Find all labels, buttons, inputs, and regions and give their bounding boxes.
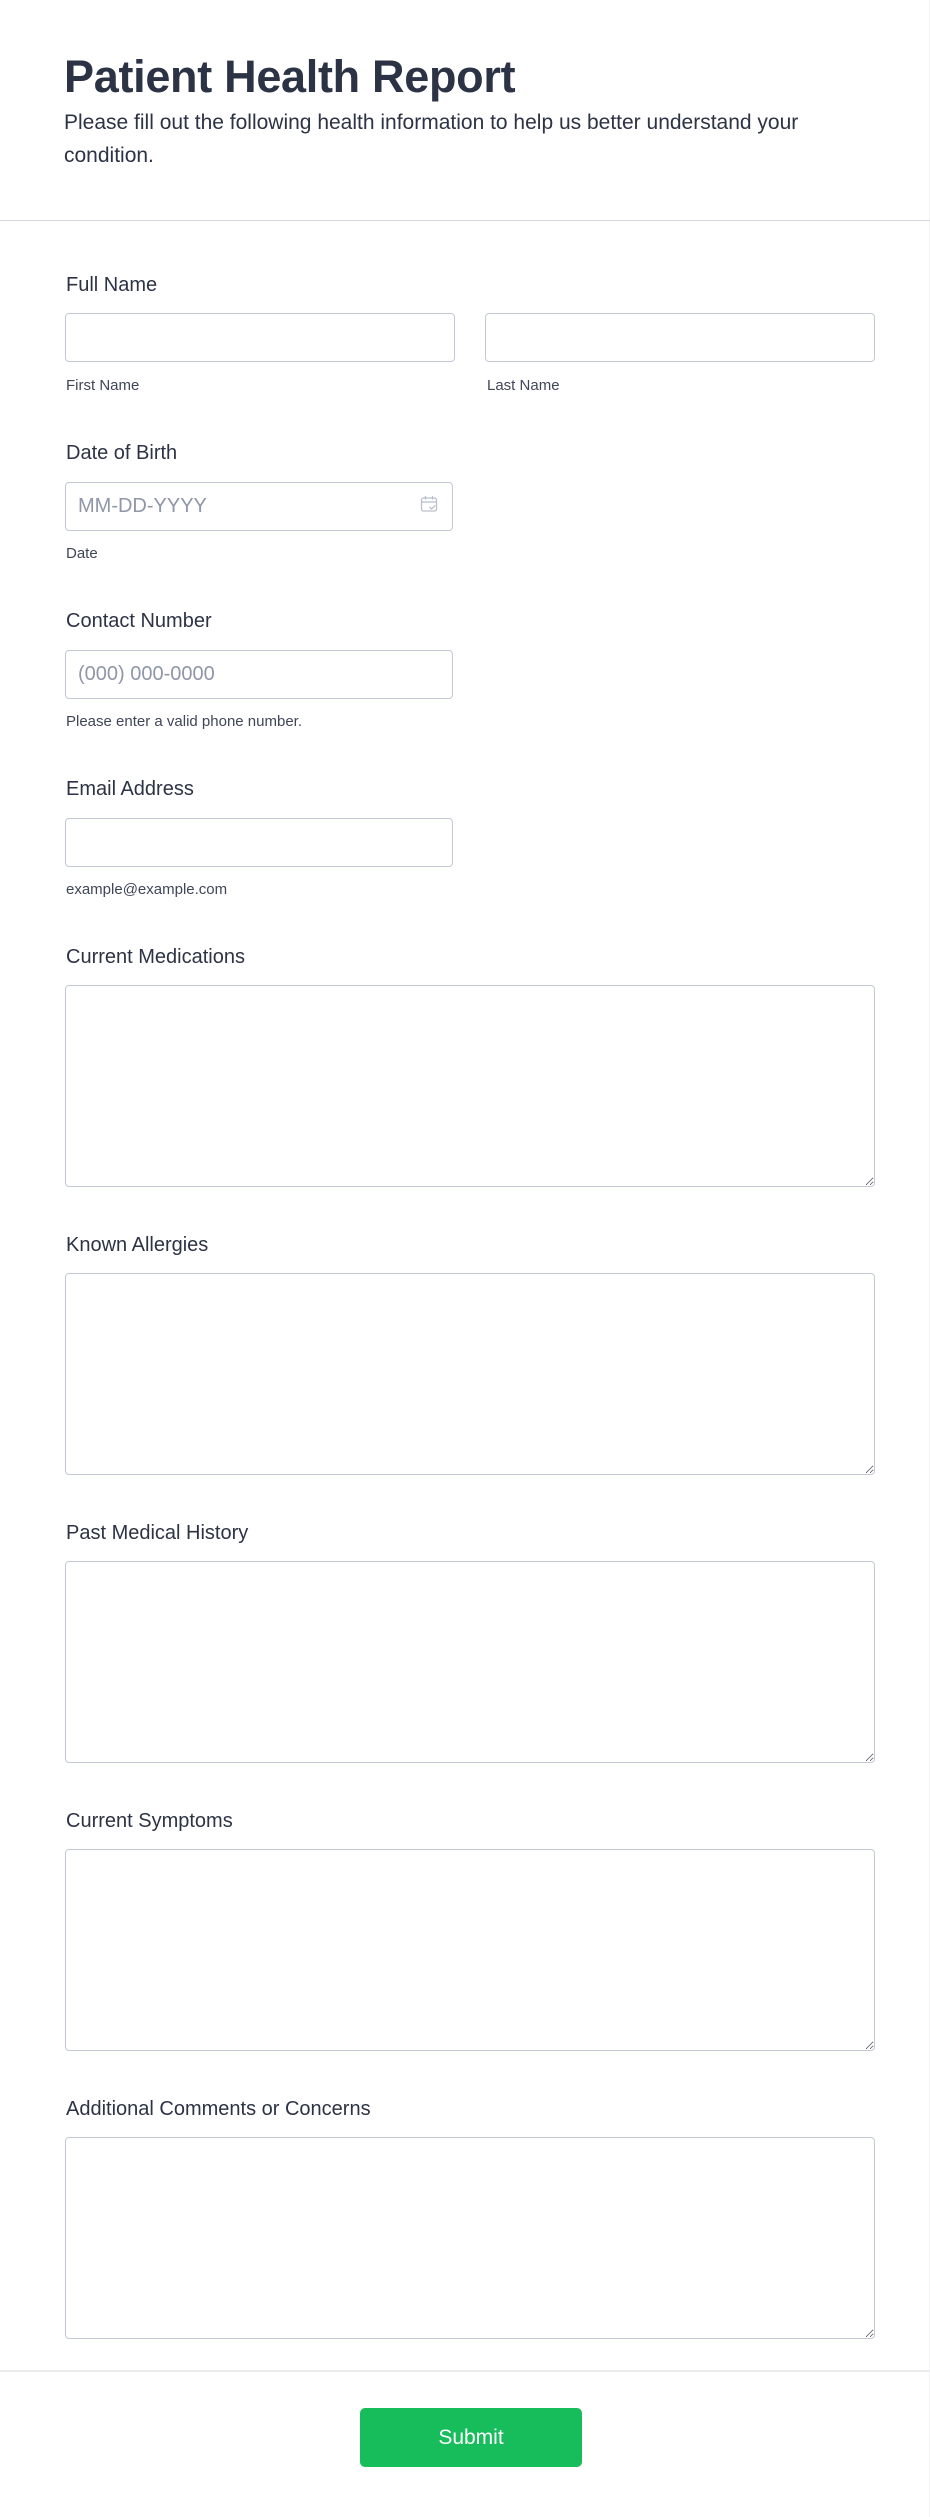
phone-label: Contact Number bbox=[66, 610, 212, 632]
history-label: Past Medical History bbox=[66, 1522, 249, 1544]
page-subtitle: Please fill out the following health information to help us better understand your condition. bbox=[64, 111, 799, 167]
last-name-input[interactable] bbox=[485, 313, 875, 362]
comments-textarea[interactable] bbox=[65, 2137, 875, 2339]
page-title: Patient Health Report bbox=[64, 51, 516, 102]
first-name-sublabel: First Name bbox=[66, 377, 140, 394]
symptoms-textarea[interactable] bbox=[65, 1849, 875, 2051]
first-name-input[interactable] bbox=[65, 313, 455, 362]
allergies-label: Known Allergies bbox=[66, 1234, 209, 1256]
email-label: Email Address bbox=[66, 778, 194, 800]
phone-sublabel: Please enter a valid phone number. bbox=[66, 713, 302, 730]
history-textarea[interactable] bbox=[65, 1561, 875, 1763]
footer-divider bbox=[0, 2370, 930, 2372]
comments-label: Additional Comments or Concerns bbox=[66, 2098, 371, 2120]
calendar-icon[interactable] bbox=[420, 495, 438, 513]
dob-label: Date of Birth bbox=[66, 442, 178, 464]
dob-input[interactable] bbox=[65, 482, 453, 531]
allergies-textarea[interactable] bbox=[65, 1273, 875, 1475]
medications-label: Current Medications bbox=[66, 946, 245, 968]
medications-textarea[interactable] bbox=[65, 985, 875, 1187]
phone-input[interactable] bbox=[65, 650, 453, 699]
email-input[interactable] bbox=[65, 818, 453, 867]
full-name-label: Full Name bbox=[66, 274, 158, 296]
form-header bbox=[0, 0, 930, 221]
dob-sublabel: Date bbox=[66, 545, 98, 562]
symptoms-label: Current Symptoms bbox=[66, 1810, 233, 1832]
submit-button[interactable]: Submit bbox=[360, 2408, 582, 2467]
last-name-sublabel: Last Name bbox=[487, 377, 560, 394]
email-sublabel: example@example.com bbox=[66, 881, 228, 898]
